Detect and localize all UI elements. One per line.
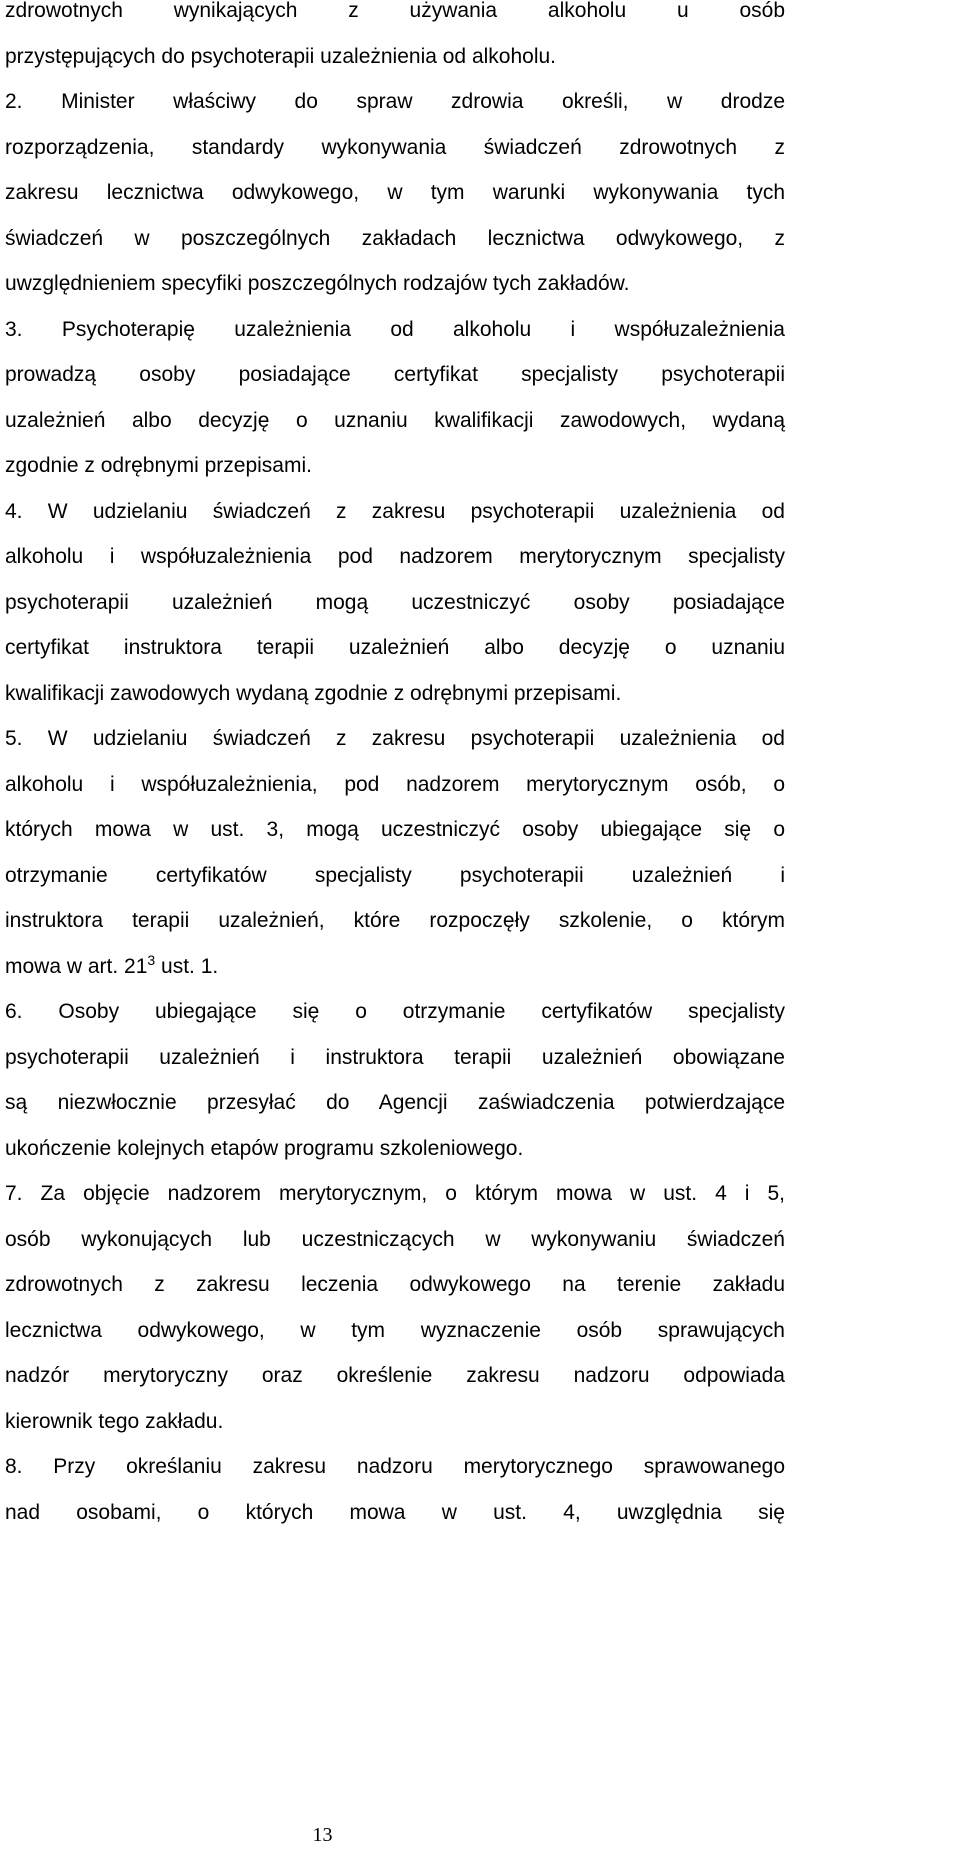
text-line bbox=[5, 671, 785, 717]
text-line bbox=[5, 170, 785, 216]
superscript-text: 3 bbox=[147, 951, 156, 968]
text-line-content: alkoholu i współuzależnienia pod nadzorem merytorycznym specjalisty bbox=[5, 545, 785, 568]
text-line bbox=[5, 34, 785, 80]
text-line-content: zdrowotnych wynikających z używania alkoholu u osób bbox=[5, 0, 785, 22]
text-line-content: instruktora terapii uzależnień, które rozpoczęły szkolenie, o którym bbox=[5, 909, 785, 932]
text-line-content: których mowa w ust. 3, mogą uczestniczyć osoby ubiegające się o bbox=[5, 818, 785, 841]
document-body-text bbox=[5, 0, 785, 1535]
text-line bbox=[5, 352, 785, 398]
text-line bbox=[5, 807, 785, 853]
text-line bbox=[5, 989, 785, 1035]
text-line bbox=[5, 125, 785, 171]
text-line-content: rozporządzenia, standardy wykonywania świadczeń zdrowotnych z bbox=[5, 135, 785, 159]
text-line-content: mowa w art. 21 bbox=[5, 954, 148, 978]
text-line-content: 4. W udzielaniu świadczeń z zakresu psychoterapii uzależnienia od bbox=[5, 499, 785, 523]
text-line-content: alkoholu i współuzależnienia, pod nadzorem merytorycznym osób, o bbox=[5, 772, 785, 796]
text-line-content: psychoterapii uzależnień mogą uczestniczyć osoby posiadające bbox=[5, 590, 785, 614]
text-line-continuation: ust. 1. bbox=[155, 954, 219, 978]
text-line-content: kierownik tego zakładu. bbox=[5, 1409, 224, 1433]
text-line bbox=[5, 944, 785, 990]
text-line bbox=[5, 898, 785, 944]
text-line-content: 5. W udzielaniu świadczeń z zakresu psychoterapii uzależnienia od bbox=[5, 727, 785, 750]
text-line bbox=[5, 443, 785, 489]
text-line-content: otrzymanie certyfikatów specjalisty psychoterapii uzależnień i bbox=[5, 863, 785, 887]
text-line-content: nad osobami, o których mowa w ust. 4, uwzględnia się bbox=[5, 1500, 785, 1524]
text-line bbox=[5, 716, 785, 762]
text-line bbox=[5, 534, 785, 580]
text-line-content: prowadzą osoby posiadające certyfikat specjalisty psychoterapii bbox=[5, 363, 785, 386]
text-line bbox=[5, 1444, 785, 1490]
text-line bbox=[5, 1080, 785, 1126]
text-line-content: zgodnie z odrębnymi przepisami. bbox=[5, 454, 312, 477]
text-line bbox=[5, 398, 785, 444]
text-line bbox=[5, 79, 785, 125]
text-line bbox=[5, 1308, 785, 1354]
text-line bbox=[5, 1035, 785, 1081]
text-line-content: 6. Osoby ubiegające się o otrzymanie certyfikatów specjalisty bbox=[5, 1000, 785, 1023]
text-line-content: certyfikat instruktora terapii uzależnień albo decyzję o uznaniu bbox=[5, 636, 785, 659]
text-line-content: są niezwłocznie przesyłać do Agencji zaświadczenia potwierdzające bbox=[5, 1091, 785, 1114]
text-line bbox=[5, 307, 785, 353]
text-line bbox=[5, 1262, 785, 1308]
text-line-content: osób wykonujących lub uczestniczących w wykonywaniu świadczeń bbox=[5, 1227, 785, 1251]
text-line bbox=[5, 1217, 785, 1263]
text-line-content: zdrowotnych z zakresu leczenia odwykowego na terenie zakładu bbox=[5, 1273, 785, 1296]
text-line bbox=[5, 1353, 785, 1399]
text-line-content: 2. Minister właściwy do spraw zdrowia określi, w drodze bbox=[5, 90, 785, 113]
text-line bbox=[5, 261, 785, 307]
text-line bbox=[5, 1490, 785, 1536]
text-line bbox=[5, 580, 785, 626]
text-line-content: 8. Przy określaniu zakresu nadzoru merytorycznego sprawowanego bbox=[5, 1455, 785, 1478]
text-line bbox=[5, 853, 785, 899]
text-line bbox=[5, 762, 785, 808]
text-line bbox=[5, 625, 785, 671]
text-line-content: 3. Psychoterapię uzależnienia od alkoholu i współuzależnienia bbox=[5, 317, 785, 341]
text-line bbox=[5, 1126, 785, 1172]
text-line-content: kwalifikacji zawodowych wydaną zgodnie z odrębnymi przepisami. bbox=[5, 681, 622, 705]
text-line bbox=[5, 216, 785, 262]
text-line-content: ukończenie kolejnych etapów programu szkoleniowego. bbox=[5, 1136, 524, 1160]
text-line-content: świadczeń w poszczególnych zakładach lecznictwa odwykowego, z bbox=[5, 226, 785, 250]
text-line-content: przystępujących do psychoterapii uzależnienia od alkoholu. bbox=[5, 44, 557, 68]
text-line bbox=[5, 1399, 785, 1445]
text-line bbox=[5, 1171, 785, 1217]
text-line-content: uwzględnieniem specyfiki poszczególnych rodzajów tych zakładów. bbox=[5, 272, 630, 295]
text-line-content: psychoterapii uzależnień i instruktora terapii uzależnień obowiązane bbox=[5, 1045, 785, 1069]
text-line-content: uzależnień albo decyzję o uznaniu kwalifikacji zawodowych, wydaną bbox=[5, 408, 785, 432]
text-line-content: lecznictwa odwykowego, w tym wyznaczenie osób sprawujących bbox=[5, 1318, 785, 1342]
text-line-content: nadzór merytoryczny oraz określenie zakresu nadzoru odpowiada bbox=[5, 1364, 785, 1387]
text-line bbox=[5, 489, 785, 535]
text-line-content: zakresu lecznictwa odwykowego, w tym warunki wykonywania tych bbox=[5, 181, 785, 204]
text-line bbox=[5, 0, 785, 34]
page-number: 13 bbox=[312, 1824, 333, 1846]
text-line-content: 7. Za objęcie nadzorem merytorycznym, o którym mowa w ust. 4 i 5, bbox=[5, 1182, 785, 1205]
